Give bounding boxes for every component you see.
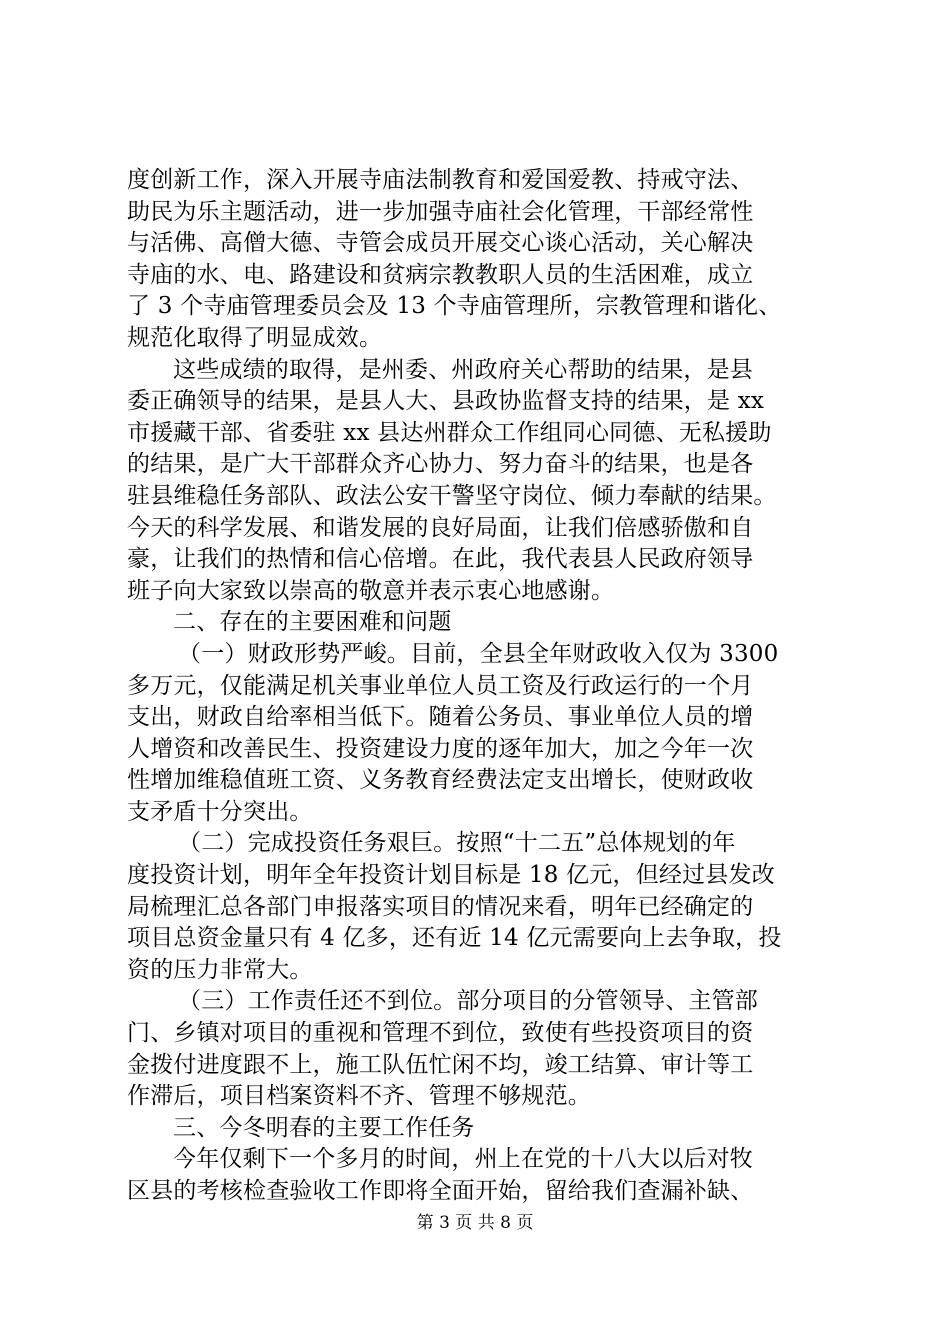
text-line: 规范化取得了明显成效。 xyxy=(127,324,383,351)
text-line: 今天的科学发展、和谐发展的良好局面，让我们倍感骄傲和自 xyxy=(127,514,754,541)
text-line: 门、乡镇对项目的重视和管理不到位，致使有些投资项目的资 xyxy=(127,1020,754,1047)
text-line: 与活佛、高僧大德、寺管会成员开展交心谈心活动，关心解决 xyxy=(127,230,754,257)
text-line: 班子向大家致以崇高的敬意并表示衷心地感谢。 xyxy=(127,577,615,604)
text-line: 市援藏干部、省委驻 xx 县达州群众工作组同心同德、无私援助 xyxy=(127,419,772,446)
page-footer: 第 3 页 共 8 页 xyxy=(416,1213,534,1233)
text-line: 驻县维稳任务部队、政法公安干警坚守岗位、倾力奉献的结果。 xyxy=(127,482,777,509)
text-line: 今年仅剩下一个多月的时间，州上在党的十八大以后对牧 xyxy=(173,1146,753,1173)
text-line: 豪，让我们的热情和信心倍增。在此，我代表县人民政府领导 xyxy=(127,546,754,573)
text-line: 这些成绩的取得，是州委、州政府关心帮助的结果，是县 xyxy=(173,356,753,383)
document-body xyxy=(127,165,827,1208)
text-line: 局梳理汇总各部门申报落实项目的情况来看，明年已经确定的 xyxy=(127,893,754,920)
text-line: 区县的考核检查验收工作即将全面开始，留给我们查漏补缺、 xyxy=(127,1178,754,1204)
text-line: 作滞后，项目档案资料不齐、管理不够规范。 xyxy=(127,1083,591,1110)
text-line: 项目总资金量只有 4 亿多，还有近 14 亿元需要向上去争取，投 xyxy=(127,925,782,952)
text-line: 支出，财政自给率相当低下。随着公务员、事业单位人员的增 xyxy=(127,704,754,731)
text-line: 二、存在的主要困难和问题 xyxy=(173,609,452,636)
text-line: 三、今冬明春的主要工作任务 xyxy=(173,1114,475,1141)
text-line: 了 3 个寺庙管理委员会及 13 个寺庙管理所，宗教管理和谐化、 xyxy=(127,293,782,320)
text-line: 人增资和改善民生、投资建设力度的逐年加大，加之今年一次 xyxy=(127,735,754,762)
text-line: 的结果，是广大干部群众齐心协力、努力奋斗的结果，也是各 xyxy=(127,451,754,478)
text-line: （三）工作责任还不到位。部分项目的分管领导、主管部 xyxy=(178,988,758,1015)
text-line: 多万元，仅能满足机关事业单位人员工资及行政运行的一个月 xyxy=(127,672,754,699)
text-line: （一）财政形势严峻。目前，全县全年财政收入仅为 3300 xyxy=(178,640,779,667)
text-line: 助民为乐主题活动，进一步加强寺庙社会化管理，干部经常性 xyxy=(127,198,754,225)
text-line: 度投资计划，明年全年投资计划目标是 18 亿元，但经过县发改 xyxy=(127,862,775,889)
text-line: 度创新工作，深入开展寺庙法制教育和爱国爱教、持戒守法、 xyxy=(127,167,754,193)
text-line: 资的压力非常大。 xyxy=(127,956,313,983)
text-line: 性增加维稳值班工资、义务教育经费法定支出增长，使财政收 xyxy=(127,767,754,794)
text-line: 支矛盾十分突出。 xyxy=(127,798,313,825)
text-line: （二）完成投资任务艰巨。按照“十二五”总体规划的年 xyxy=(178,830,736,857)
text-line: 金拨付进度跟不上，施工队伍忙闲不均，竣工结算、审计等工 xyxy=(127,1051,754,1078)
text-line: 寺庙的水、电、路建设和贫病宗教教职人员的生活困难，成立 xyxy=(127,261,754,288)
text-line: 委正确领导的结果，是县人大、县政协监督支持的结果，是 xx xyxy=(127,388,765,415)
